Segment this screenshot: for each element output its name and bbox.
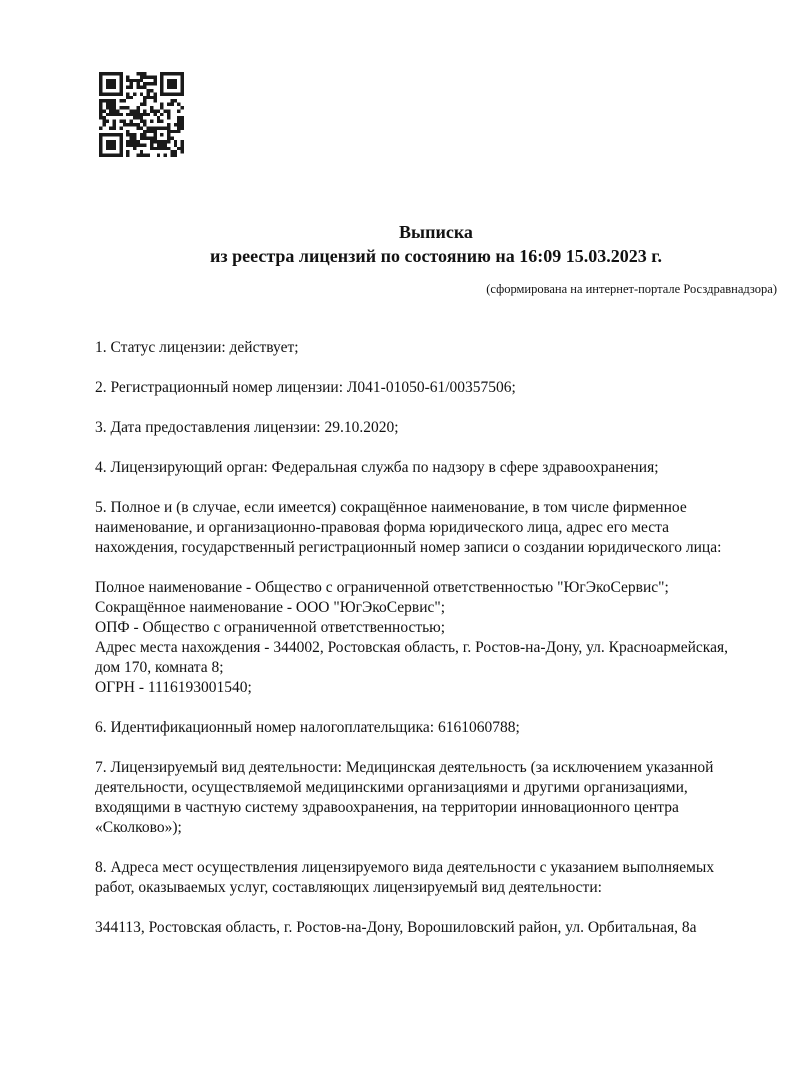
organization-details — [95, 578, 777, 698]
licensed-activity — [95, 758, 777, 838]
text-line: Сокращённое наименование - ООО "ЮгЭкоСервис"; — [95, 599, 446, 616]
title-line-2: из реестра лицензий по состоянию на 16:09 15.03.2023 г. — [210, 246, 662, 266]
text-line: 6. Идентификационный номер налогоплательщика: 6161060788; — [95, 719, 520, 736]
title-line-1: Выписка — [399, 222, 473, 242]
text-line: входящими в частную систему здравоохранения, на территории инновационного центра — [95, 799, 679, 816]
taxpayer-number — [95, 718, 777, 738]
text-line: 8. Адреса мест осуществления лицензируемого вида деятельности с указанием выполняемых — [95, 859, 715, 876]
text-line: работ, оказываемых услуг, составляющих лицензируемый вид деятельности: — [95, 879, 602, 896]
text-line: нахождения, государственный регистрационный номер записи о создании юридического лица: — [95, 539, 722, 556]
grant-date — [95, 418, 777, 438]
document-title — [95, 220, 777, 268]
text-line: 3. Дата предоставления лицензии: 29.10.2020; — [95, 419, 399, 436]
text-line: «Сколково»); — [95, 819, 182, 836]
activity-addresses-clause — [95, 858, 777, 898]
text-line: деятельности, осуществляемой медицинскими организациями и другими организациями, — [95, 779, 688, 796]
text-line: ОПФ - Общество с ограниченной ответственностью; — [95, 619, 446, 636]
paragraph-list — [95, 338, 777, 938]
text-line: ОГРН - 1116193001540; — [95, 679, 252, 696]
text-line: 1. Статус лицензии: действует; — [95, 339, 299, 356]
document-page — [95, 0, 777, 938]
license-status — [95, 338, 777, 358]
activity-address — [95, 918, 777, 938]
text-line: 4. Лицензирующий орган: Федеральная служба по надзору в сфере здравоохранения; — [95, 459, 659, 476]
text-line: Адрес места нахождения - 344002, Ростовская область, г. Ростов-на-Дону, ул. Красноармейская, — [95, 639, 728, 656]
text-line: 7. Лицензируемый вид деятельности: Медицинская деятельность (за исключением указанной — [95, 759, 714, 776]
name-clause — [95, 498, 777, 558]
text-line: Полное наименование - Общество с ограниченной ответственностью "ЮгЭкоСервис"; — [95, 579, 669, 596]
text-line: дом 170, комната 8; — [95, 659, 224, 676]
registration-number — [95, 378, 777, 398]
document-subtitle: (сформирована на интернет-портале Росздравнадзора) — [486, 282, 777, 296]
text-line: наименование, и организационно-правовая форма юридического лица, адрес его места — [95, 519, 670, 536]
text-line: 5. Полное и (в случае, если имеется) сокращённое наименование, в том числе фирменное — [95, 499, 687, 516]
text-line: 344113, Ростовская область, г. Ростов-на-Дону, Ворошиловский район, ул. Орбитальная, 8а — [95, 919, 697, 936]
text-line: 2. Регистрационный номер лицензии: Л041-01050-61/00357506; — [95, 379, 516, 396]
licensing-authority — [95, 458, 777, 478]
qr-code-icon — [98, 72, 185, 157]
